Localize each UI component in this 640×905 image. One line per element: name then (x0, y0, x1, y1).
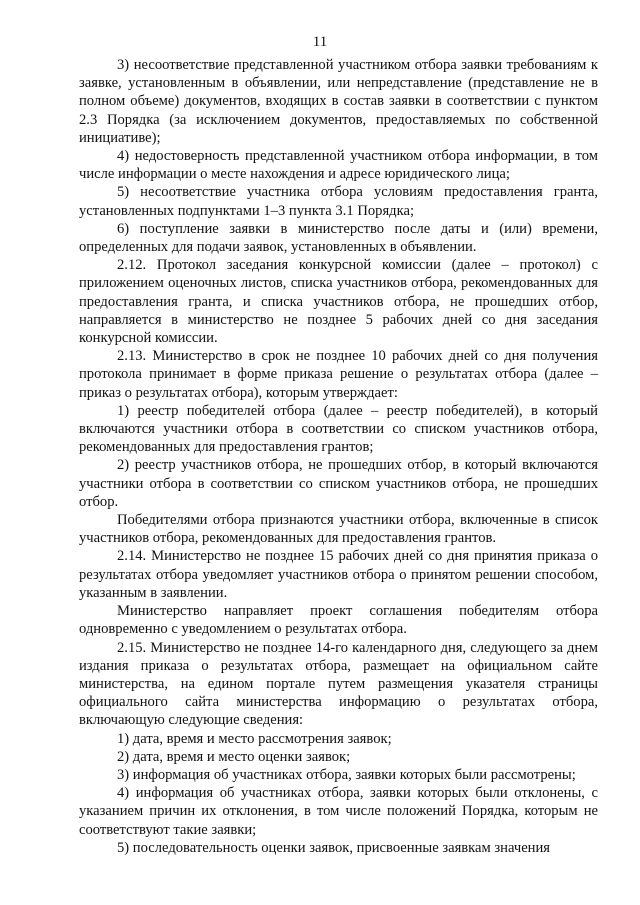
paragraph: 3) несоответствие представленной участником отбора заявки требованиям к заявке, установленным в объявлении, или непредставление (представление не в полном объеме) документов, входящих в состав заявки в соответствии с пунктом 2.3 Порядка (за исключением документов, предоставляемых по собственной инициативе); (79, 57, 598, 146)
paragraph: 4) информация об участниках отбора, заявки которых были отклонены, с указанием причин их отклонения, в том числе положений Порядка, которым не соответствуют такие заявки; (79, 785, 598, 838)
paragraph: 5) несоответствие участника отбора условиям предоставления гранта, установленных подпунктами 1–3 пункта 3.1 Порядка; (79, 184, 598, 219)
paragraph: 1) дата, время и место рассмотрения заявок; (117, 730, 392, 747)
paragraph: Министерство направляет проект соглашения победителям отбора одновременно с уведомлением о результатах отбора. (79, 603, 598, 638)
paragraph: Победителями отбора признаются участники отбора, включенные в список участников отбора, рекомендованных для предоставления грантов. (79, 512, 598, 547)
paragraph: 4) недостоверность представленной участником отбора информации, в том числе информации о месте нахождения и адресе юридического лица; (79, 148, 598, 183)
paragraph: 2.12. Протокол заседания конкурсной комиссии (далее – протокол) с приложением оценочных листов, списка участников отбора, рекомендованных для предоставления гранта, и списка участников отбора, не прошедших отбор, направляется в министерство не позднее 5 рабочих дней со дня заседания конкурсной комиссии. (79, 257, 598, 347)
paragraph: 2.13. Министерство в срок не позднее 10 рабочих дней со дня получения протокола принимает в форме приказа решение о результатах отбора (далее – приказ о результатах отбора), которым утверждает: (79, 348, 598, 401)
page-number: 11 (312, 34, 328, 50)
paragraph: 2.15. Министерство не позднее 14-го календарного дня, следующего за днем издания приказа о результатах отбора, размещает на официальном сайте министерства, на едином портале путем размещения указателя страницы официального сайта министерства информацию о результатах отбора, включающую следующие сведения: (79, 639, 598, 729)
paragraph: 6) поступление заявки в министерство после даты и (или) времени, определенных для подачи заявок, установленных в объявлении. (79, 220, 598, 256)
document-body (79, 56, 598, 857)
paragraph: 2.14. Министерство не позднее 15 рабочих дней со дня принятия приказа о результатах отбора уведомляет участников отбора о принятом решении способом, указанным в заявлении. (79, 548, 598, 601)
paragraph: 1) реестр победителей отбора (далее – реестр победителей), в который включаются участники отбора в соответствии со списком участников отбора, рекомендованных для предоставления грантов; (79, 402, 598, 456)
paragraph: 2) дата, время и место оценки заявок; (117, 748, 351, 765)
paragraph: 2) реестр участников отбора, не прошедших отбор, в который включаются участники отбора в соответствии со списком участников отбора, не прошедших отбор. (79, 457, 598, 510)
paragraph: 3) информация об участниках отбора, заявки которых были рассмотрены; (117, 766, 576, 783)
paragraph: 5) последовательность оценки заявок, присвоенные заявкам значения (117, 839, 551, 856)
